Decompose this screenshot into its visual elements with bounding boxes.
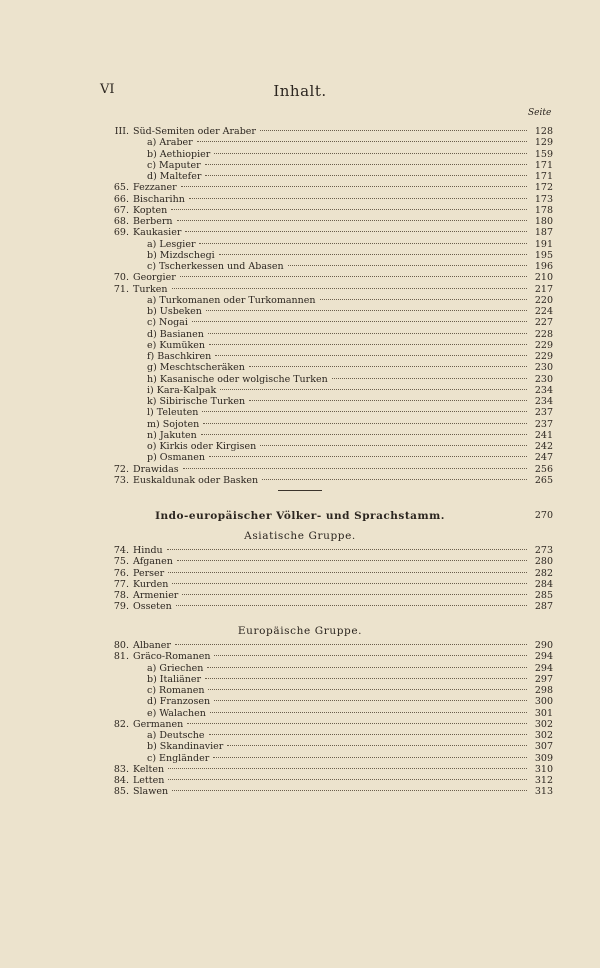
- entry-label: b) Aethiopier: [147, 148, 211, 160]
- entry-label: e) Walachen: [147, 707, 206, 719]
- toc-entry: [107, 160, 553, 172]
- entry-label: h) Kasanische oder wolgische Turken: [147, 373, 328, 385]
- toc-entry: [107, 556, 553, 568]
- toc-entry: [107, 419, 553, 431]
- entry-page: 159: [534, 148, 553, 160]
- toc-entry: [107, 568, 553, 580]
- entry-page: 237: [534, 418, 553, 430]
- toc-entry: [107, 171, 553, 183]
- entry-number: 66.: [113, 193, 129, 205]
- entry-label: b) Mizdschegi: [147, 249, 215, 261]
- leader-dots: [260, 445, 527, 446]
- entry-page: 241: [534, 429, 553, 441]
- page-title: Inhalt.: [273, 82, 327, 100]
- entry-page: 313: [534, 786, 553, 798]
- entry-page: 307: [534, 741, 553, 753]
- leader-dots: [203, 423, 527, 424]
- entry-number: 82.: [113, 718, 129, 730]
- toc-entry: [107, 250, 553, 262]
- leader-dots: [182, 594, 527, 595]
- leader-dots: [201, 434, 527, 435]
- leader-dots: [249, 400, 527, 401]
- entry-number: 84.: [113, 775, 129, 786]
- entry-label: Kurden: [133, 578, 169, 590]
- toc-entry: [107, 640, 553, 652]
- entry-number: 65.: [113, 182, 129, 194]
- toc-entry: [107, 441, 553, 453]
- entry-page: 309: [534, 752, 553, 764]
- leader-dots: [168, 768, 527, 769]
- entry-page: 294: [534, 651, 553, 663]
- leader-dots: [209, 344, 527, 345]
- entry-number: 71.: [113, 283, 129, 295]
- leader-dots: [167, 549, 527, 550]
- entry-label: g) Meschtscheräken: [147, 362, 245, 374]
- leader-dots: [320, 299, 527, 300]
- leader-dots: [205, 164, 527, 165]
- entry-page: 229: [534, 351, 553, 362]
- toc-entry: [107, 126, 553, 138]
- entry-label: a) Turkomanen oder Turkomannen: [147, 294, 316, 306]
- toc-entry: [107, 295, 553, 307]
- entry-page: 294: [534, 662, 553, 674]
- toc-entry: [107, 216, 553, 228]
- leader-dots: [192, 321, 527, 322]
- entry-label: b) Skandinavier: [147, 741, 224, 753]
- section-divider: [278, 490, 322, 491]
- leader-dots: [209, 734, 527, 735]
- leader-dots: [168, 572, 527, 573]
- entry-page: 285: [534, 590, 553, 601]
- toc-entry: [107, 137, 553, 149]
- leader-dots: [197, 141, 527, 142]
- entry-page: 217: [534, 283, 553, 295]
- entry-page: 265: [534, 474, 553, 486]
- toc-entry: [107, 753, 553, 765]
- toc-entry: [107, 284, 553, 296]
- toc-entry: [107, 475, 553, 487]
- entry-label: Germanen: [133, 718, 184, 730]
- entry-number: 68.: [113, 216, 129, 227]
- leader-dots: [332, 378, 527, 379]
- leader-dots: [214, 655, 527, 656]
- leader-dots: [176, 605, 527, 606]
- toc-entry: [107, 385, 553, 397]
- toc-entry: [107, 182, 553, 194]
- entry-number: 80.: [113, 640, 129, 651]
- entry-page: 300: [534, 696, 553, 708]
- toc-entry: [107, 730, 553, 742]
- entry-number: 69.: [113, 227, 129, 239]
- entry-page: 237: [534, 407, 553, 419]
- entry-page: 282: [534, 567, 553, 579]
- leader-dots: [168, 779, 527, 780]
- page-header: [0, 82, 600, 102]
- entry-label: Fezzaner: [133, 182, 177, 194]
- entry-page: 247: [534, 452, 553, 464]
- entry-label: f) Baschkiren: [147, 351, 212, 362]
- leader-dots: [172, 790, 527, 791]
- entry-page: 310: [534, 763, 553, 775]
- leader-dots: [227, 745, 527, 746]
- entry-page: 191: [534, 238, 553, 250]
- entry-page: 302: [534, 718, 553, 730]
- leader-dots: [215, 355, 527, 356]
- leader-dots: [175, 644, 527, 645]
- entry-page: 171: [534, 159, 553, 171]
- entry-label: c) Romanen: [147, 685, 205, 696]
- entry-page: 280: [534, 556, 553, 568]
- leader-dots: [208, 689, 527, 690]
- toc-entry: [107, 351, 553, 363]
- entry-label: c) Maputer: [147, 159, 201, 171]
- entry-label: Drawidas: [133, 463, 179, 475]
- entry-label: d) Basianen: [147, 328, 204, 340]
- entry-number: 83.: [113, 763, 129, 775]
- entry-label: m) Sojoten: [147, 418, 200, 430]
- toc-entry: [107, 775, 553, 787]
- toc-entry: [107, 764, 553, 776]
- leader-dots: [249, 366, 527, 367]
- entry-label: n) Jakuten: [147, 429, 197, 441]
- entry-page: 220: [534, 294, 553, 306]
- toc-entry: [107, 239, 553, 251]
- entry-label: l) Teleuten: [147, 407, 199, 419]
- entry-label: c) Tscherkessen und Abasen: [147, 261, 284, 272]
- entry-label: o) Kirkis oder Kirgisen: [147, 441, 257, 452]
- entry-page: 178: [534, 204, 553, 216]
- entry-label: d) Maltefer: [147, 171, 202, 182]
- toc-entry: [107, 464, 553, 476]
- leader-dots: [177, 560, 527, 561]
- leader-dots: [205, 175, 527, 176]
- entry-label: Slawen: [133, 786, 169, 798]
- leader-dots: [189, 198, 527, 199]
- toc-entry: [107, 579, 553, 591]
- entry-label: Kaukasier: [133, 227, 182, 239]
- toc-entry: [107, 227, 553, 239]
- entry-page: 230: [534, 373, 553, 385]
- entry-page: 312: [534, 775, 553, 786]
- entry-page: 256: [534, 463, 553, 475]
- entry-label: i) Kara-Kalpak: [147, 384, 217, 396]
- leader-dots: [202, 411, 527, 412]
- toc-entry: [107, 685, 553, 697]
- entry-label: Armenier: [133, 590, 179, 601]
- entry-label: Gräco-Romanen: [133, 651, 211, 663]
- toc-entry: [107, 719, 553, 731]
- entry-number: 85.: [113, 786, 129, 798]
- entry-number: 78.: [113, 590, 129, 601]
- leader-dots: [181, 186, 527, 187]
- leader-dots: [209, 456, 527, 457]
- entry-label: Euskaldunak oder Basken: [133, 474, 259, 486]
- entry-page: 229: [534, 339, 553, 351]
- entry-page: 187: [534, 227, 553, 239]
- toc-entry: [107, 696, 553, 708]
- toc-entry: [107, 452, 553, 464]
- entry-number: 81.: [113, 651, 129, 663]
- toc-entry: [107, 430, 553, 442]
- leader-dots: [213, 757, 527, 758]
- entry-label: Kelten: [133, 763, 165, 775]
- entry-page: 224: [534, 306, 553, 317]
- entry-number: 74.: [113, 545, 129, 556]
- entry-label: b) Usbeken: [147, 306, 202, 317]
- leader-dots: [172, 583, 527, 584]
- entry-label: Berbern: [133, 216, 173, 227]
- entry-page: 234: [534, 396, 553, 407]
- entry-page: 171: [534, 171, 553, 182]
- toc-entry: [107, 272, 553, 284]
- toc-entry: [107, 362, 553, 374]
- entry-page: 273: [534, 545, 553, 556]
- leader-dots: [177, 220, 527, 221]
- leader-dots: [260, 130, 527, 131]
- leader-dots: [214, 700, 527, 701]
- entry-label: a) Griechen: [147, 662, 204, 674]
- entry-number: 70.: [113, 272, 129, 284]
- entry-number: 73.: [113, 474, 129, 486]
- entry-page: 297: [534, 673, 553, 685]
- entry-page: 302: [534, 730, 553, 741]
- page-number: VI: [100, 82, 115, 97]
- toc-entry: [107, 741, 553, 753]
- leader-dots: [199, 243, 527, 244]
- entry-label: Afganen: [133, 556, 173, 568]
- leader-dots: [187, 723, 527, 724]
- leader-dots: [210, 712, 527, 713]
- entry-label: e) Kumüken: [147, 339, 205, 351]
- entry-label: c) Nogai: [147, 317, 188, 329]
- entry-number: III.: [114, 126, 129, 137]
- entry-page: 298: [534, 685, 553, 696]
- toc-entry: [107, 651, 553, 663]
- entry-page: 173: [534, 193, 553, 205]
- toc-entry: [107, 205, 553, 217]
- entry-page: 290: [534, 640, 553, 651]
- leader-dots: [180, 276, 527, 277]
- entry-page: 284: [534, 578, 553, 590]
- entry-label: a) Deutsche: [147, 730, 205, 741]
- section-title: Indo-europäischer Völker- und Sprachstamm.: [155, 510, 445, 522]
- toc-entry: [107, 407, 553, 419]
- toc-entry: [107, 601, 553, 613]
- entry-page: 195: [534, 249, 553, 261]
- entry-page: 301: [534, 707, 553, 719]
- leader-dots: [208, 333, 527, 334]
- leader-dots: [207, 667, 527, 668]
- leader-dots: [288, 265, 527, 266]
- toc-entry: [107, 663, 553, 675]
- entry-page: 172: [534, 182, 553, 194]
- toc-entry: [107, 708, 553, 720]
- european-group-heading: Europäische Gruppe.: [237, 625, 363, 637]
- entry-page: 228: [534, 328, 553, 340]
- entry-label: Albaner: [133, 640, 171, 651]
- toc-entry: [107, 396, 553, 408]
- toc-entry: [107, 374, 553, 386]
- asiatic-group-heading: Asiatische Gruppe.: [244, 530, 356, 542]
- toc-entry: [107, 329, 553, 341]
- entry-label: d) Franzosen: [147, 696, 211, 708]
- entry-page: 210: [534, 272, 553, 284]
- entry-page: 234: [534, 384, 553, 396]
- seite-column-label: Seite: [528, 108, 552, 118]
- toc-entry: [107, 674, 553, 686]
- entry-page: 128: [534, 126, 553, 137]
- entry-label: k) Sibirische Turken: [147, 396, 246, 407]
- toc-entry: [107, 340, 553, 352]
- entry-label: a) Lesgier: [147, 238, 196, 250]
- section-page: 270: [534, 510, 553, 521]
- entry-page: 180: [534, 216, 553, 227]
- leader-dots: [172, 288, 528, 289]
- entry-label: p) Osmanen: [147, 452, 206, 464]
- entry-number: 76.: [113, 567, 129, 579]
- entry-label: Georgier: [133, 272, 176, 284]
- entry-label: Osseten: [133, 601, 172, 613]
- entry-label: Kopten: [133, 204, 168, 216]
- toc-entry: [107, 261, 553, 273]
- entry-label: c) Engländer: [147, 752, 210, 764]
- entry-page: 196: [534, 261, 553, 272]
- toc-entry: [107, 317, 553, 329]
- entry-label: Letten: [133, 775, 165, 786]
- entry-page: 230: [534, 362, 553, 374]
- entry-number: 67.: [113, 204, 129, 216]
- entry-label: a) Araber: [147, 137, 193, 149]
- entry-label: Perser: [133, 567, 165, 579]
- entry-page: 227: [534, 317, 553, 329]
- leader-dots: [171, 209, 527, 210]
- leader-dots: [219, 254, 527, 255]
- entry-label: Turken: [133, 283, 168, 295]
- entry-page: 129: [534, 137, 553, 149]
- entry-label: Bischarihn: [133, 193, 185, 205]
- toc-entry: [107, 545, 553, 557]
- entry-number: 72.: [113, 463, 129, 475]
- leader-dots: [183, 468, 527, 469]
- leader-dots: [262, 479, 527, 480]
- entry-page: 287: [534, 601, 553, 613]
- leader-dots: [220, 389, 527, 390]
- toc-entry: [107, 590, 553, 602]
- entry-label: b) Italiäner: [147, 673, 202, 685]
- entry-page: 242: [534, 441, 553, 452]
- entry-number: 77.: [113, 578, 129, 590]
- entry-number: 79.: [113, 601, 129, 613]
- leader-dots: [205, 678, 527, 679]
- leader-dots: [206, 310, 527, 311]
- toc-entry: [107, 306, 553, 318]
- entry-label: Hindu: [133, 545, 163, 556]
- toc-entry: [107, 194, 553, 206]
- entry-label: Süd-Semiten oder Araber: [133, 126, 256, 137]
- toc-entry: [107, 786, 553, 798]
- leader-dots: [214, 153, 527, 154]
- entry-number: 75.: [113, 556, 129, 568]
- toc-entry: [107, 149, 553, 161]
- leader-dots: [185, 231, 527, 232]
